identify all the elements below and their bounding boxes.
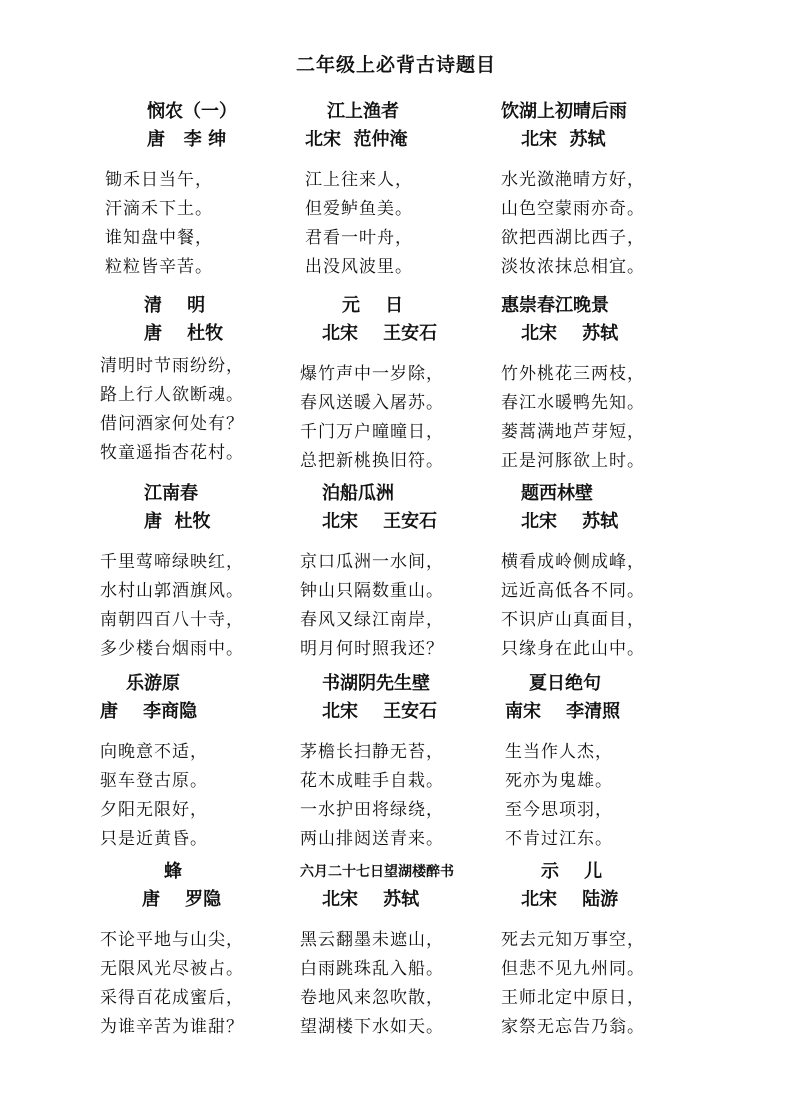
poem-title: 书湖阴先生壁 <box>322 673 430 694</box>
poem-line: 水村山郭酒旗风。 <box>100 581 244 601</box>
poem-title: 泊船瓜洲 <box>322 483 394 504</box>
poem-author: 北宋 苏轼 <box>521 323 619 344</box>
poem-line: 淡妆浓抹总相宜。 <box>501 257 645 277</box>
poem-line: 千里莺啼绿映红， <box>100 552 244 572</box>
poem-line: 家祭无忘告乃翁。 <box>501 1017 645 1037</box>
poem-title: 蜂 <box>164 861 182 882</box>
poem-line: 爆竹声中一岁除， <box>300 364 444 384</box>
poem-line: 君看一叶舟， <box>305 228 413 248</box>
poem-line: 但悲不见九州同。 <box>501 959 645 979</box>
poem-line: 不识庐山真面目， <box>501 610 645 630</box>
poem-title: 江上渔者 <box>327 101 399 122</box>
poem-line: 钟山只隔数重山。 <box>300 581 444 601</box>
poem-title: 江南春 <box>144 483 198 504</box>
poem-line: 黑云翻墨未遮山， <box>300 930 444 950</box>
poem-line: 正是河豚欲上时。 <box>501 451 645 471</box>
poem-line: 向晚意不适， <box>100 742 208 762</box>
poem-line: 卷地风来忽吹散， <box>300 988 444 1008</box>
poem-title: 饮湖上初晴后雨 <box>501 101 627 122</box>
poem-lines <box>505 738 745 854</box>
poem-line: 多少楼台烟雨中。 <box>100 639 244 659</box>
poem-block <box>501 98 741 282</box>
poem-line: 锄禾日当午， <box>105 170 213 190</box>
poem-line: 夕阳无限好， <box>100 800 208 820</box>
poem-title: 惠崇春江晚景 <box>501 295 609 316</box>
poem-line: 谁知盘中餐， <box>105 228 213 248</box>
poem-line: 不论平地与山尖， <box>100 930 244 950</box>
poem-line: 无限风光尽被占。 <box>100 959 244 979</box>
poem-title: 夏日绝句 <box>529 673 601 694</box>
poem-lines <box>501 548 741 664</box>
poem-author: 唐 杜牧 <box>144 511 211 532</box>
poem-author: 北宋 王安石 <box>322 701 438 722</box>
poem-line: 花木成畦手自栽。 <box>300 771 444 791</box>
poem-title: 元 日 <box>342 295 404 316</box>
poem-lines <box>501 360 741 476</box>
poem-author: 唐 杜牧 <box>144 323 224 344</box>
poem-lines <box>501 166 741 282</box>
poem-line: 总把新桃换旧符。 <box>300 451 444 471</box>
poem-line: 两山排闼送青来。 <box>300 829 444 849</box>
poem-line: 明月何时照我还？ <box>300 639 444 659</box>
poem-line: 只是近黄昏。 <box>100 829 208 849</box>
poem-author: 南宋 李清照 <box>505 701 621 722</box>
poem-line: 至今思项羽， <box>505 800 613 820</box>
poem-line: 王师北定中原日， <box>501 988 645 1008</box>
poem-author: 北宋 陆游 <box>521 889 619 910</box>
poem-line: 江上往来人， <box>305 170 413 190</box>
poem-block <box>501 858 741 1042</box>
poem-line: 茅檐长扫静无苔， <box>300 742 444 762</box>
poem-line: 蒌蒿满地芦芽短， <box>501 422 645 442</box>
poem-line: 欲把西湖比西子， <box>501 228 645 248</box>
poem-line: 路上行人欲断魂。 <box>100 385 244 405</box>
poem-line: 粒粒皆辛苦。 <box>105 257 213 277</box>
poem-line: 只缘身在此山中。 <box>501 639 645 659</box>
poem-title: 乐游原 <box>126 673 180 694</box>
poem-line: 春风送暖入屠苏。 <box>300 393 444 413</box>
poem-line: 千门万户曈曈日， <box>300 422 444 442</box>
poem-title: 示 儿 <box>541 861 603 882</box>
poem-line: 竹外桃花三两枝， <box>501 364 645 384</box>
poem-line: 一水护田将绿绕， <box>300 800 444 820</box>
poem-line: 春江水暖鸭先知。 <box>501 393 645 413</box>
poem-author: 北宋 苏轼 <box>322 889 420 910</box>
poem-lines <box>300 738 540 854</box>
poem-author: 北宋 范仲淹 <box>305 129 408 150</box>
poem-author: 唐 李 绅 <box>147 129 227 150</box>
poem-title: 六月二十七日望湖楼醉书 <box>300 864 454 880</box>
poem-block <box>501 292 741 476</box>
poem-line: 远近高低各不同。 <box>501 581 645 601</box>
poem-title: 清 明 <box>144 295 206 316</box>
poem-line: 但爱鲈鱼美。 <box>305 199 413 219</box>
poem-line: 水光潋滟晴方好， <box>501 170 645 190</box>
poem-line: 为谁辛苦为谁甜？ <box>100 1017 244 1037</box>
poem-line: 横看成岭侧成峰， <box>501 552 645 572</box>
poem-line: 春风又绿江南岸， <box>300 610 444 630</box>
poem-block <box>300 670 540 854</box>
poem-line: 汗滴禾下土。 <box>105 199 213 219</box>
poem-author: 北宋 王安石 <box>322 323 438 344</box>
poem-line: 出没风波里。 <box>305 257 413 277</box>
poem-author: 唐 罗隐 <box>142 889 222 910</box>
poem-block <box>505 670 745 854</box>
poem-author: 唐 李商隐 <box>100 701 198 722</box>
poem-author: 北宋 苏轼 <box>521 129 606 150</box>
poem-line: 不肯过江东。 <box>505 829 613 849</box>
poem-line: 死去元知万事空， <box>501 930 645 950</box>
poem-block <box>501 480 741 664</box>
poem-title: 题西林壁 <box>521 483 593 504</box>
poem-line: 死亦为鬼雄。 <box>505 771 613 791</box>
poem-line: 京口瓜洲一水间， <box>300 552 444 572</box>
poem-title: 悯农（一） <box>147 101 237 122</box>
poem-author: 北宋 苏轼 <box>521 511 619 532</box>
poem-author: 北宋 王安石 <box>322 511 438 532</box>
poem-line: 南朝四百八十寺， <box>100 610 244 630</box>
poem-lines <box>501 926 741 1042</box>
poem-line: 生当作人杰， <box>505 742 613 762</box>
poem-line: 山色空蒙雨亦奇。 <box>501 199 645 219</box>
poem-line: 清明时节雨纷纷， <box>100 356 244 376</box>
poem-line: 牧童遥指杏花村。 <box>100 443 244 463</box>
poem-line: 驱车登古原。 <box>100 771 208 791</box>
document-title: 二年级上必背古诗题目 <box>295 54 496 76</box>
poem-line: 白雨跳珠乱入船。 <box>300 959 444 979</box>
poem-line: 采得百花成蜜后， <box>100 988 244 1008</box>
poem-line: 借问酒家何处有？ <box>100 414 244 434</box>
poem-line: 望湖楼下水如天。 <box>300 1017 444 1037</box>
